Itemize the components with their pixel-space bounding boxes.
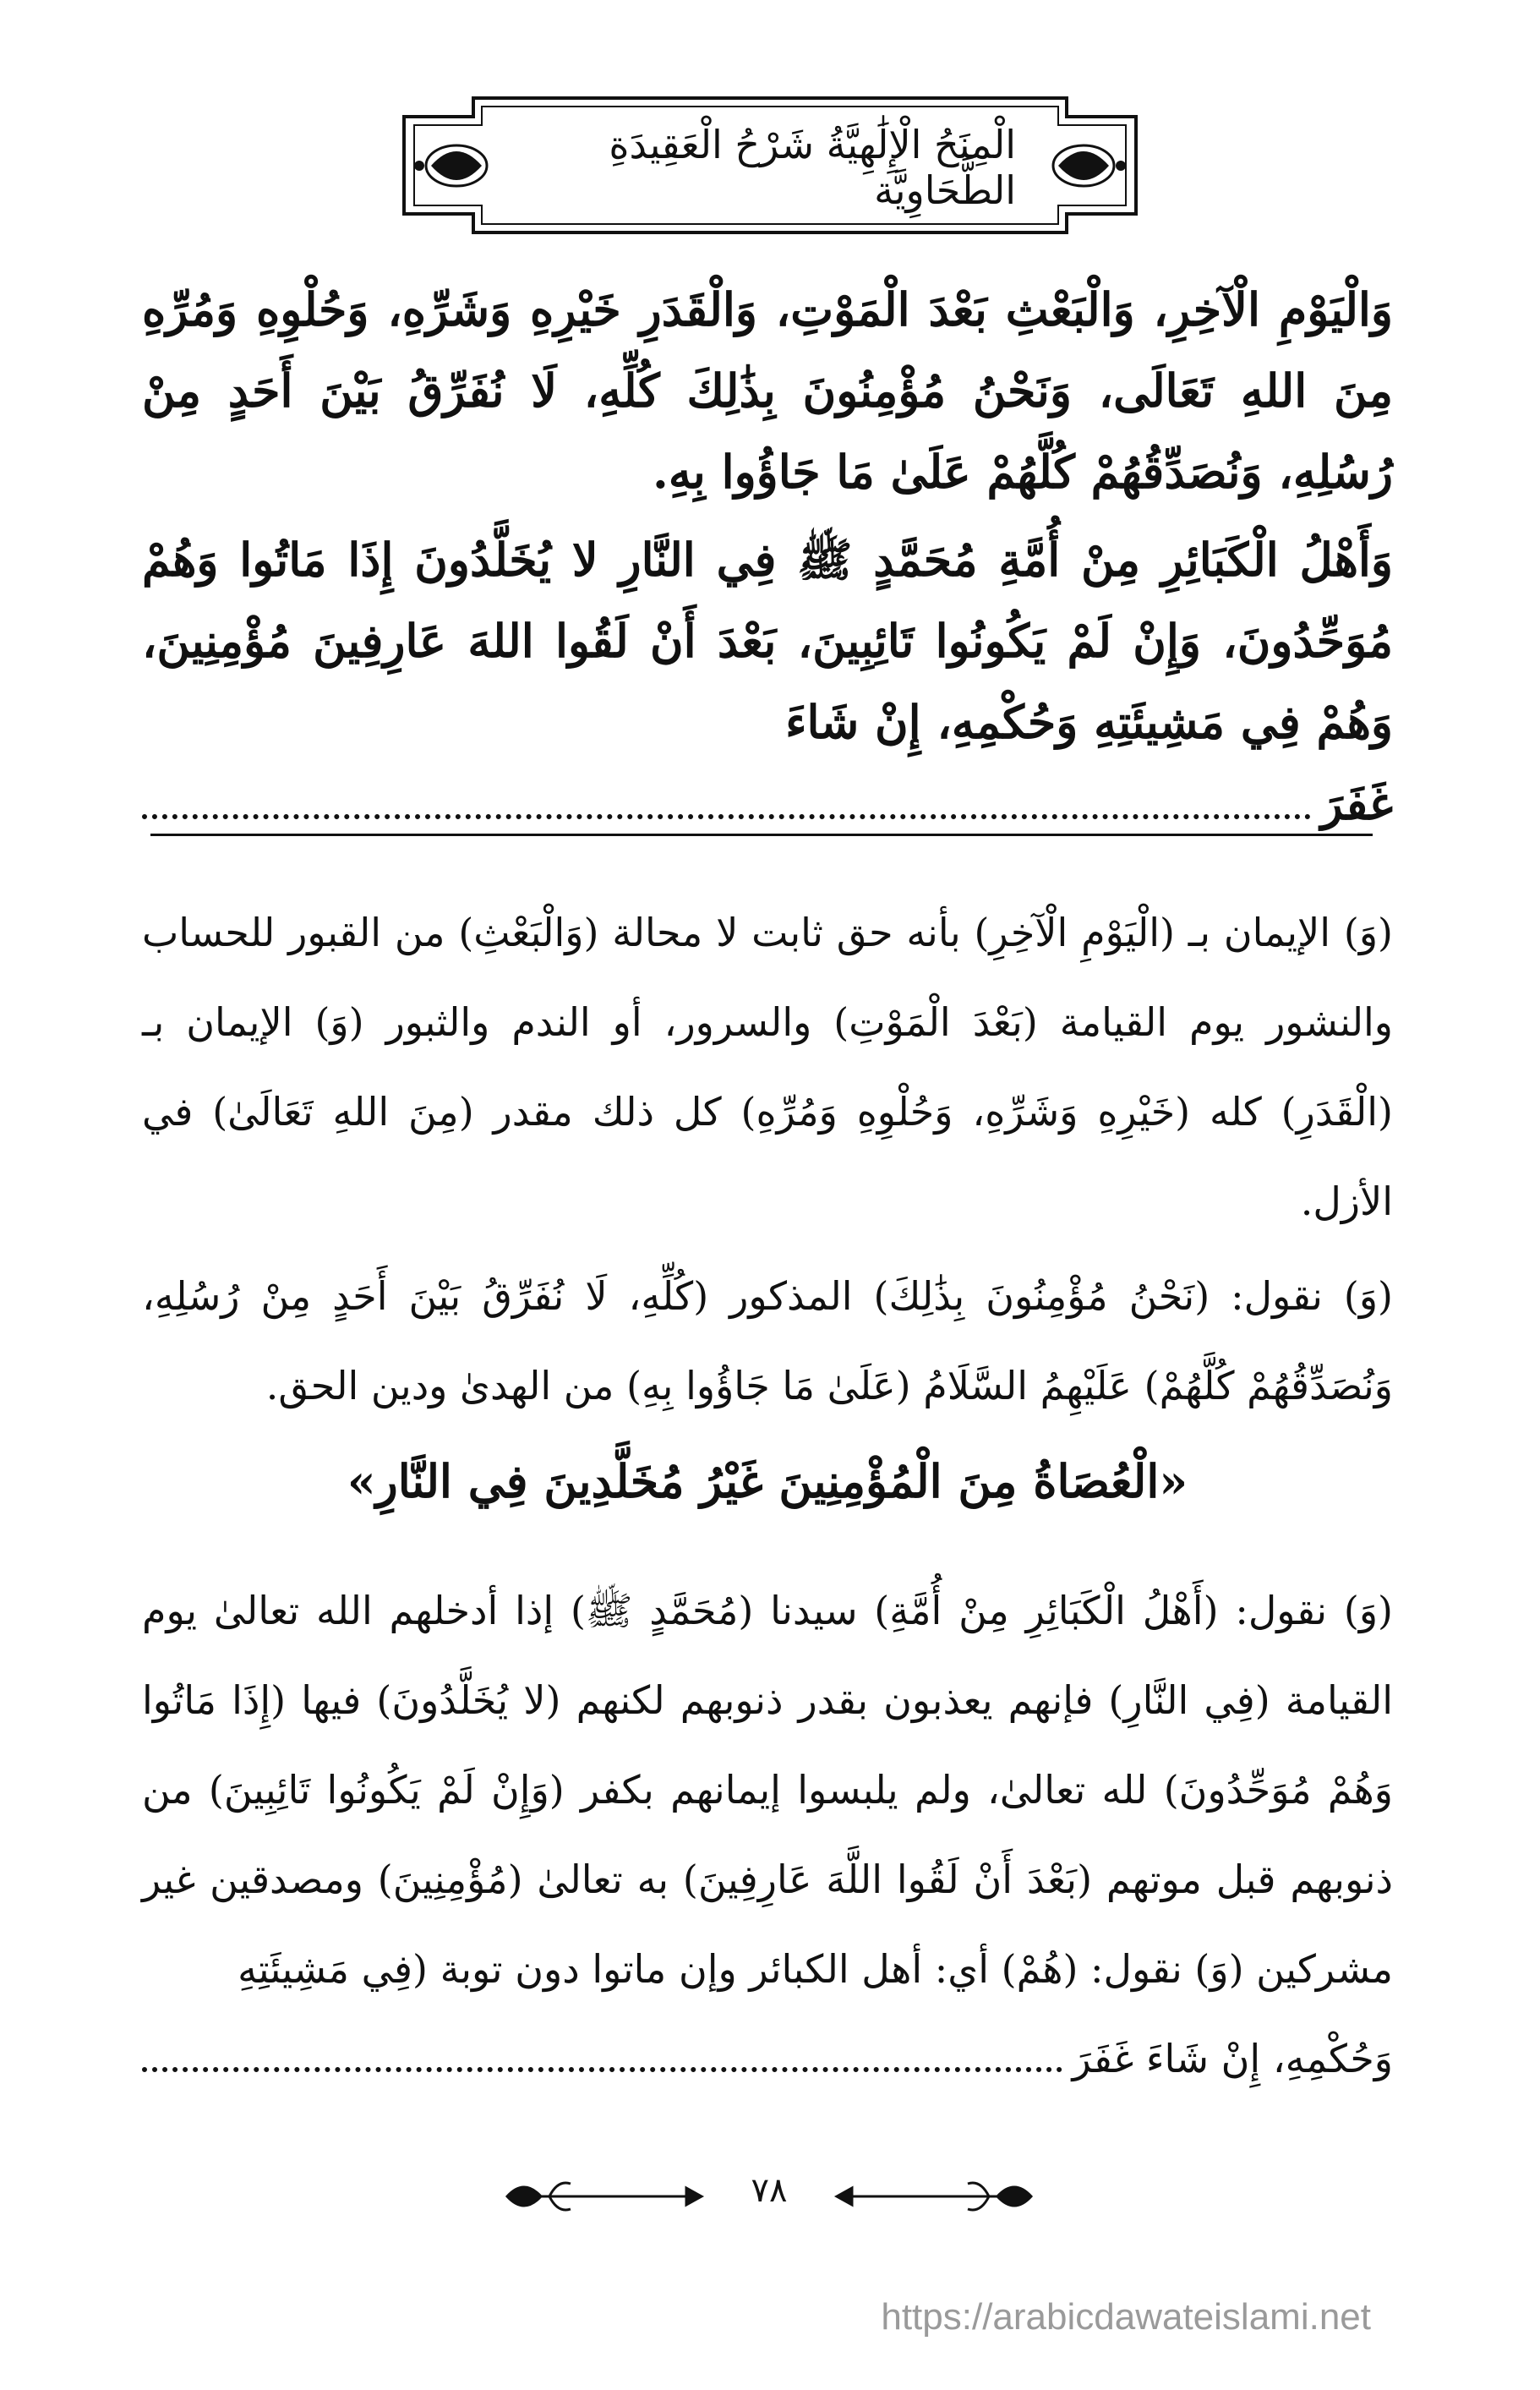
section-heading: «الْعُصَاةُ مِنَ الْمُؤْمِنِينَ غَيْرُ مُخَلَّدِينَ فِي النَّارِ» — [347, 1454, 1188, 1508]
sharh-block-2 — [142, 1251, 1393, 1430]
sharh-paragraph-3-end: وَحُكْمِهِ، إِنْ شَاءَ غَفَرَ — [1072, 2036, 1393, 2081]
sharh-paragraph-1: (وَ) الإيمان بـ (الْيَوْمِ الْآخِرِ) بأنه حق ثابت لا محالة (وَالْبَعْثِ) من القبور للحساب والنشور يوم القيامة (بَعْدَ الْمَوْتِ) والسرور، أو الندم والثبور (وَ) الإيمان بـ (الْقَدَرِ) كله (خَيْرِهِ وَشَرِّهِ، وَحُلْوِهِ وَمُرِّهِ) كل ذلك مقدر (مِنَ اللهِ تَعَالَىٰ) في الأزل. — [142, 910, 1393, 1224]
sharh-last-line — [142, 2014, 1393, 2103]
page-number: ٧٨ — [751, 2171, 788, 2210]
dotted-leader — [142, 806, 1311, 819]
running-header — [397, 91, 1143, 239]
header-title: الْمِنَحُ الْإِلَٰهِيَّةُ شَرْحُ الْعَقِيدَةِ الطَّحَاوِيَّة — [609, 122, 1016, 213]
section-divider — [150, 834, 1373, 836]
sharh-paragraph-2: (وَ) نقول: (نَحْنُ مُؤْمِنُونَ بِذَٰلِكَ) المذكور (كُلِّهِ، لَا نُفَرِّقُ بَيْنَ أَحَدٍ مِنْ رُسُلِهِ، وَنُصَدِّقُهُمْ كُلَّهُمْ) عَلَيْهِمُ السَّلَامُ (عَلَىٰ مَا جَاؤُوا بِهِ) من الهدىٰ ودين الحق. — [142, 1273, 1393, 1408]
page-footer — [499, 2163, 1040, 2230]
matn-paragraph-2: وَأَهْلُ الْكَبَائِرِ مِنْ أُمَّةِ مُحَمَّدٍ ﷺ فِي النَّارِ لا يُخَلَّدُونَ إِذَا مَاتُوا وَهُمْ مُوَحِّدُونَ، وَإِنْ لَمْ يَكُونُوا تَائِبِينَ، بَعْدَ أَنْ لَقُوا اللهَ عَارِفِينَ مُؤْمِنِينَ، وَهُمْ فِي مَشِيئَتِهِ وَحُكْمِهِ، إِنْ شَاءَ — [142, 533, 1393, 749]
matn-last-line — [142, 763, 1393, 844]
sharh-paragraph-3: (وَ) نقول: (أَهْلُ الْكَبَائِرِ مِنْ أُمَّةِ) سيدنا (مُحَمَّدٍ ﷺ) إذا أدخلهم الله تعالىٰ يوم القيامة (فِي النَّارِ) فإنهم يعذبون بقدر ذنوبهم لكنهم (لا يُخَلَّدُونَ) فيها (إِذَا مَاتُوا وَهُمْ مُوَحِّدُونَ) لله تعالىٰ، ولم يلبسوا إيمانهم بكفر (وَإِنْ لَمْ يَكُونُوا تَائِبِينَ) من ذنوبهم قبل موتهم (بَعْدَ أَنْ لَقُوا اللَّهَ عَارِفِينَ) به تعالىٰ (مُؤْمِنِينَ) ومصدقين غير مشركين (وَ) نقول: (هُمْ) أي: أهل الكبائر وإن ماتوا دون توبة (فِي مَشِيئَتِهِ — [142, 1588, 1393, 1992]
matn-text — [142, 269, 1393, 844]
sharh-block-1 — [142, 888, 1393, 1246]
watermark-url: https://arabicdawateislami.net — [881, 2296, 1371, 2338]
matn-paragraph-2-end: غَفَرَ — [1320, 776, 1393, 830]
matn-paragraph-1: وَالْيَوْمِ الْآخِرِ، وَالْبَعْثِ بَعْدَ الْمَوْتِ، وَالْقَدَرِ خَيْرِهِ وَشَرِّهِ، وَحُلْوِهِ وَمُرِّهِ مِنَ اللهِ تَعَالَى، وَنَحْنُ مُؤْمِنُونَ بِذَٰلِكَ كُلِّهِ، لَا نُفَرِّقُ بَيْنَ أَحَدٍ مِنْ رُسُلِهِ، وَنُصَدِّقُهُمْ كُلَّهُمْ عَلَىٰ مَا جَاؤُوا بِهِ. — [142, 282, 1393, 499]
dotted-leader — [142, 2059, 1062, 2072]
sharh-block-3 — [142, 1566, 1393, 2103]
